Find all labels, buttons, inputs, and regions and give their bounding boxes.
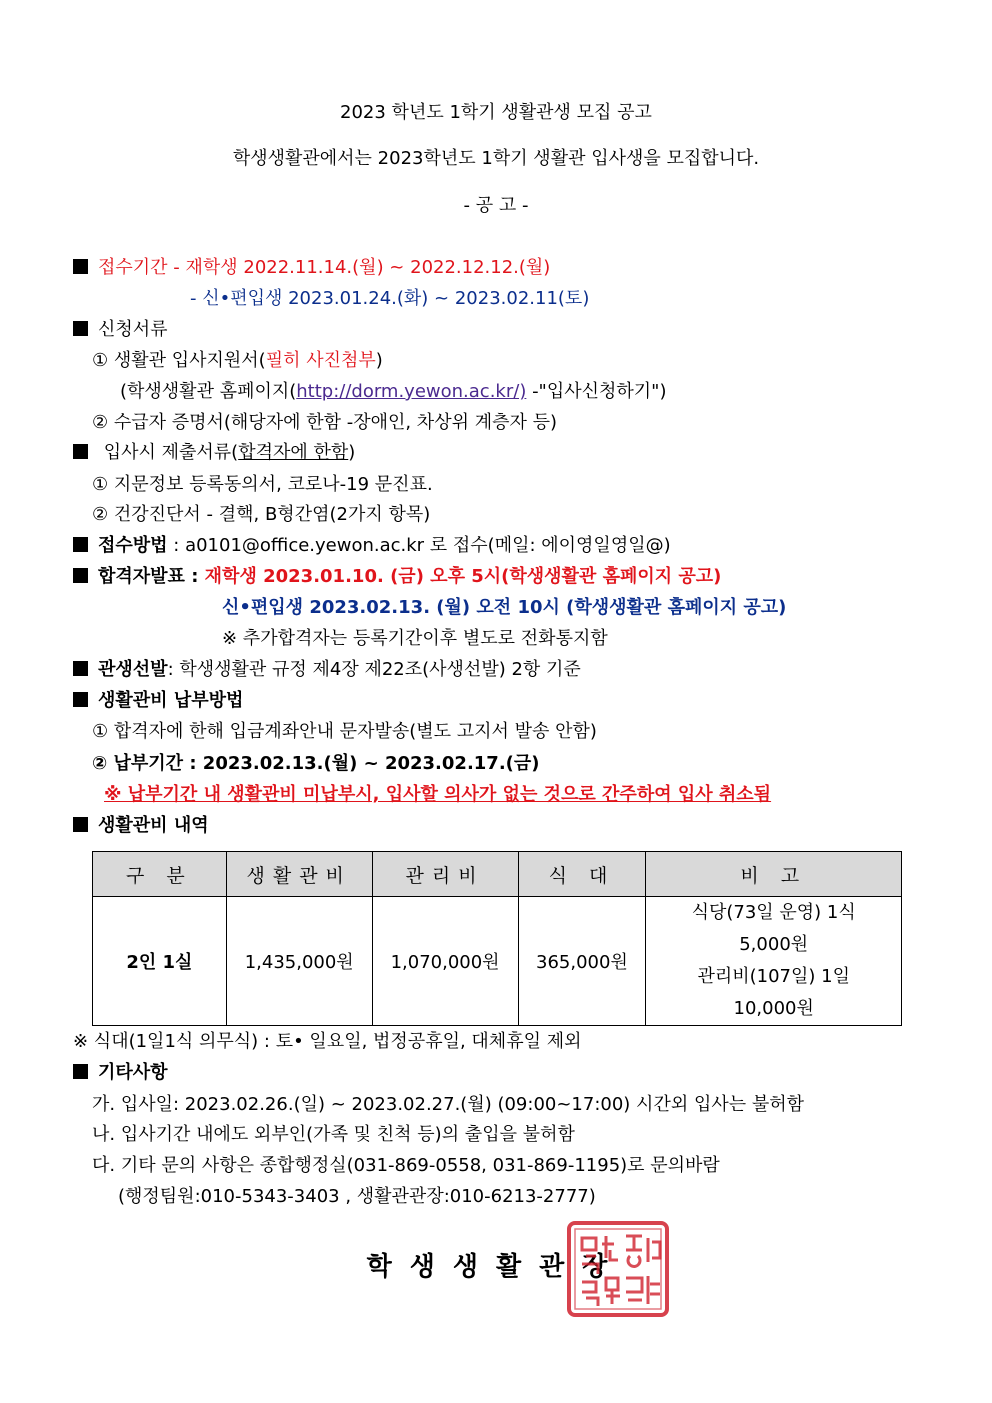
submit-docs-label: 입사시 제출서류(	[98, 442, 239, 463]
method-text: : a0101@office.yewon.ac.kr 로 접수(메일: 에이영일영일@)	[167, 535, 671, 556]
fee-header-meal: 식 대	[518, 852, 646, 897]
fees-label: 생활관비 내역	[98, 815, 209, 836]
payment-warning: ※ 납부기간 내 생활관비 미납부시, 입사할 의사가 없는 것으로 간주하여 입사 취소됨	[104, 784, 772, 805]
payment-item2: ② 납부기간 : 2023.02.13.(월) ~ 2023.02.17.(금)	[92, 753, 540, 774]
bullet-square-icon	[73, 1064, 88, 1079]
period-row	[73, 256, 550, 280]
method-label: 접수방법	[98, 535, 168, 556]
bullet-square-icon	[73, 444, 88, 459]
fee-cell-management: 1,070,000원	[372, 897, 518, 1026]
results-line2: 신•편입생 2023.02.13. (월) 오전 10시 (학생생활관 홈페이지 공고)	[222, 597, 787, 618]
fee-table-header-row	[93, 852, 902, 897]
period-label: 접수기간 - 재학생 2022.11.14.(월) ~ 2022.12.12.(월)	[98, 257, 551, 278]
docs-item1-note: 필히 사진첨부	[265, 350, 376, 371]
selection-label: 관생선발	[98, 659, 168, 680]
fee-note-line1: 식당(73일 운영) 1식	[691, 902, 856, 923]
docs-label: 신청서류	[98, 319, 168, 340]
fee-header-type: 구 분	[93, 852, 227, 897]
page-title: 2023 학년도 1학기 생활관생 모집 공고	[340, 102, 652, 123]
docs-header	[73, 318, 168, 342]
fees-header	[73, 814, 209, 838]
intro-text: 학생생활관에서는 2023학년도 1학기 생활관 입사생을 모집합니다.	[232, 148, 760, 169]
docs-item1b-text: (학생생활관 홈페이지(	[120, 381, 297, 402]
official-seal-icon	[566, 1220, 670, 1318]
fee-note-line4: 10,000원	[733, 998, 814, 1019]
results-row	[73, 565, 721, 589]
submit-docs-item2: ② 건강진단서 - 결핵, B형간염(2가지 항목)	[92, 504, 431, 525]
etc-label: 기타사항	[98, 1062, 168, 1083]
docs-item1b-tail: -"입사신청하기")	[526, 381, 667, 402]
fee-header-total: 생활관비	[226, 852, 372, 897]
etc-item1: 가. 입사일: 2023.02.26.(일) ~ 2023.02.27.(월) (09:00~17:00) 시간외 입사는 불허함	[92, 1094, 804, 1115]
etc-item3: 다. 기타 문의 사항은 종합행정실(031-869-0558, 031-869-1195)로 문의바람	[92, 1155, 720, 1176]
payment-label: 생활관비 납부방법	[98, 690, 244, 711]
etc-item4: (행정팀원:010-5343-3403 , 생활관관장:010-6213-2777)	[118, 1186, 596, 1207]
fee-header-note: 비 고	[646, 852, 902, 897]
submit-docs-close: )	[348, 442, 356, 463]
method-row	[73, 534, 671, 558]
submit-docs-underlined: 합격자에 한함	[238, 442, 349, 463]
homepage-link[interactable]: http://dorm.yewon.ac.kr/)	[296, 381, 527, 402]
results-line1: 재학생 2023.01.10. (금) 오후 5시(학생생활관 홈페이지 공고)	[204, 566, 722, 587]
bullet-square-icon	[73, 568, 88, 583]
results-label: 합격자발표 :	[98, 566, 205, 587]
bullet-square-icon	[73, 692, 88, 707]
results-line3: ※ 추가합격자는 등록기간이후 별도로 전화통지함	[222, 628, 608, 649]
selection-text: : 학생생활관 규정 제4장 제22조(사생선발) 2항 기준	[167, 659, 581, 680]
docs-item1-text: ① 생활관 입사지원서(	[92, 350, 266, 371]
fee-cell-total: 1,435,000원	[226, 897, 372, 1026]
fee-table	[92, 851, 902, 1026]
payment-item1: ① 합격자에 한해 입금계좌안내 문자발송(별도 고지서 발송 안함)	[92, 721, 597, 742]
docs-item1-close: )	[375, 350, 383, 371]
bullet-square-icon	[73, 817, 88, 832]
fee-note-line3: 관리비(107일) 1일	[697, 966, 850, 987]
fee-cell-type: 2인 1실	[93, 897, 227, 1026]
fee-header-management: 관리비	[372, 852, 518, 897]
signature-title: 학생생활관장	[366, 1252, 626, 1282]
payment-header	[73, 689, 243, 713]
docs-item1	[92, 349, 383, 373]
period-line2: - 신•편입생 2023.01.24.(화) ~ 2023.02.11(토)	[190, 288, 590, 309]
fee-cell-note	[646, 897, 902, 1026]
etc-item2: 나. 입사기간 내에도 외부인(가족 및 친척 등)의 출입을 불허함	[92, 1124, 575, 1145]
submit-docs-header	[73, 441, 355, 465]
docs-item2: ② 수급자 증명서(해당자에 한함 -장애인, 차상위 계층자 등)	[92, 412, 557, 433]
announce-label: - 공 고 -	[463, 195, 529, 216]
bullet-square-icon	[73, 537, 88, 552]
etc-header	[73, 1061, 168, 1085]
table-row	[93, 897, 902, 1026]
fee-note-line2: 5,000원	[739, 934, 809, 955]
bullet-square-icon	[73, 321, 88, 336]
selection-row	[73, 658, 581, 682]
bullet-square-icon	[73, 661, 88, 676]
bullet-square-icon	[73, 259, 88, 274]
fee-cell-meal: 365,000원	[518, 897, 646, 1026]
docs-item1b	[120, 380, 666, 404]
fees-footnote: ※ 식대(1일1식 의무식) : 토• 일요일, 법정공휴일, 대체휴일 제외	[73, 1031, 582, 1052]
submit-docs-item1: ① 지문정보 등록동의서, 코로나-19 문진표.	[92, 474, 433, 495]
